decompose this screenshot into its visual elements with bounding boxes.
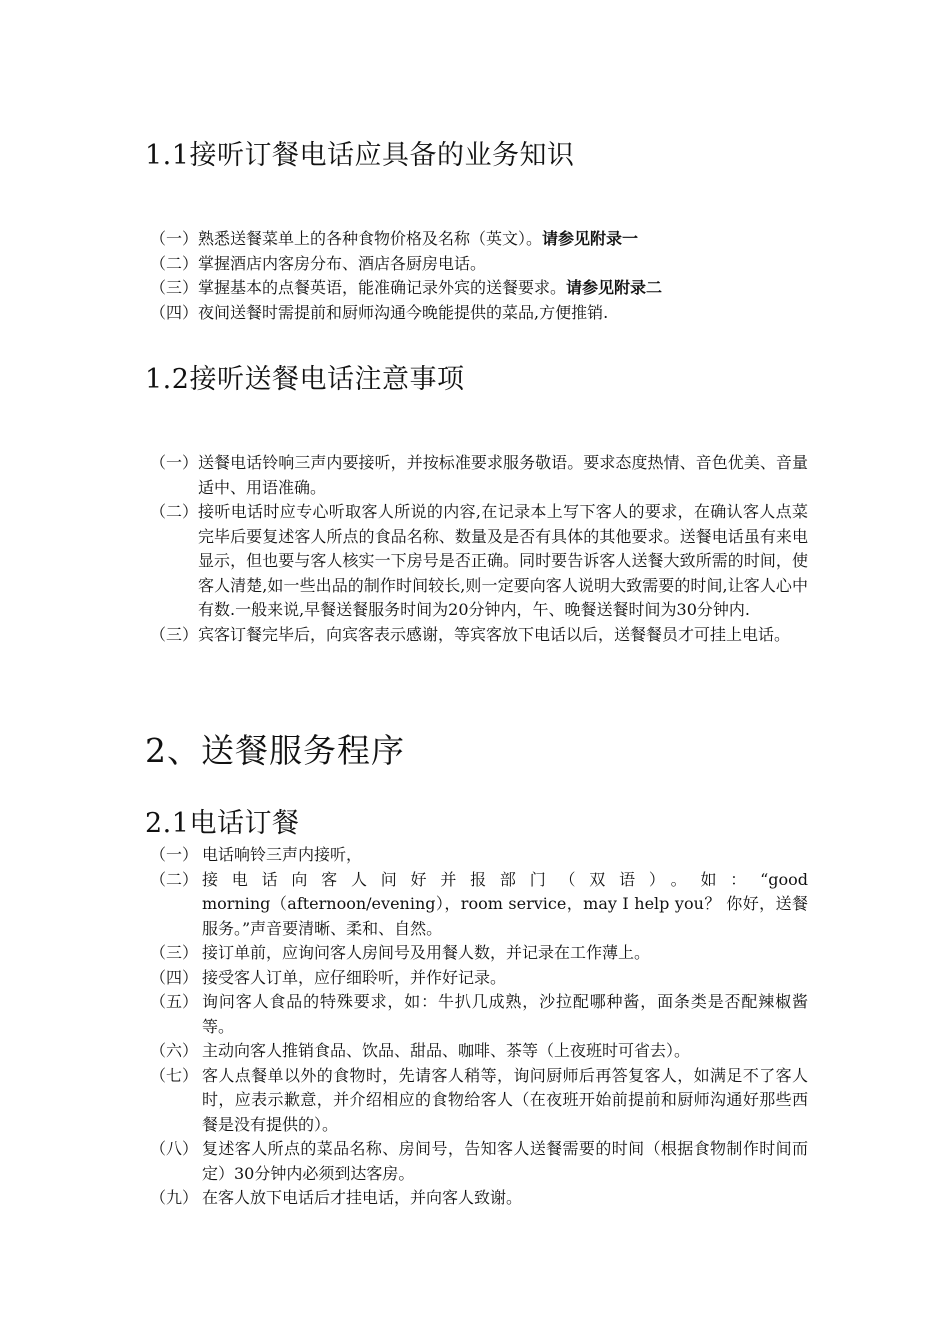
item-text: 接订单前，应询问客人房间号及用餐人数，并记录在工作薄上。	[202, 943, 651, 962]
item-number: （三）	[150, 624, 199, 644]
section-1-1-list	[150, 227, 808, 325]
list-item	[150, 868, 808, 942]
appendix-reference: 请参见附录二	[566, 278, 663, 297]
item-text: 宾客订餐完毕后，向宾客表示感谢，等宾客放下电话以后，送餐餐员才可挂上电话。	[198, 624, 791, 644]
item-text: 熟悉送餐菜单上的各种食物价格及名称（英文）。	[198, 229, 543, 248]
item-text: 复述客人所点的菜品名称、房间号，告知客人送餐需要的时间（根据食物制作时间而定）30分钟内必须到达客房。	[202, 1139, 808, 1183]
item-text: 接听电话时应专心听取客人所说的内容,在记录本上写下客人的要求，在确认客人点菜完毕后要复述客人所点的食品名称、数量及是否有具体的其他要求。送餐电话虽有来电显示，但也要与客人核实一下房号是否正确。同时要告诉客人送餐大致所需的时间，使客人清楚,如一些出品的制作时间较长,则一定要向客人说明大致需要的时间,让客人心中有数.一般来说,早餐送餐服务时间为20分钟内，午、晚餐送餐时间为30分钟内.	[198, 502, 808, 619]
item-text: 掌握酒店内客房分布、酒店各厨房电话。	[198, 253, 487, 273]
item-number: （八）	[150, 1139, 199, 1158]
list-item	[150, 1039, 808, 1064]
item-number: （二）	[150, 502, 199, 521]
section-1-2-heading: 1.2接听送餐电话注意事项	[145, 364, 465, 395]
appendix-reference: 请参见附录一	[542, 229, 639, 248]
section-2-1-list	[150, 843, 808, 1211]
list-item	[150, 1064, 808, 1138]
list-item	[150, 227, 808, 252]
item-number: （七）	[150, 1065, 199, 1085]
item-text-continued: morning（afternoon/evening），room service，may I help you？ 你好，送餐服务。”声音要清晰、柔和、自然。	[202, 894, 808, 938]
item-number: （六）	[150, 1041, 199, 1060]
item-number: （四）	[150, 967, 199, 987]
item-number: （四）	[150, 302, 199, 322]
list-item	[150, 500, 808, 623]
item-text-line-1: 接电话向客人问好并报部门（双语）。如：“good	[202, 869, 808, 889]
item-number: （一）	[150, 845, 199, 864]
item-number: （一）	[150, 229, 199, 248]
item-text: 夜间送餐时需提前和厨师沟通今晚能提供的菜品,方便推销.	[198, 302, 609, 322]
item-number: （二）	[150, 253, 199, 273]
list-item	[150, 966, 808, 991]
list-item	[150, 1137, 808, 1186]
item-number: （一）	[150, 453, 199, 472]
item-text: 电话响铃三声内接听，	[202, 845, 363, 864]
item-number: （九）	[150, 1188, 199, 1207]
item-text: 主动向客人推销食品、饮品、甜品、咖啡、茶等（上夜班时可省去）。	[202, 1041, 691, 1060]
item-number: （二）	[150, 869, 199, 889]
list-item	[150, 276, 808, 301]
list-item	[150, 451, 808, 500]
list-item	[150, 301, 808, 326]
list-item	[150, 990, 808, 1039]
section-2-heading: 2、送餐服务程序	[145, 731, 405, 770]
section-1-1-heading: 1.1接听订餐电话应具备的业务知识	[145, 140, 575, 171]
item-text: 询问客人食品的特殊要求，如：牛扒几成熟，沙拉配哪种酱，面条类是否配辣椒酱等。	[202, 992, 808, 1036]
item-text: 接受客人订单，应仔细聆听，并作好记录。	[202, 967, 507, 987]
item-number: （三）	[150, 943, 199, 962]
list-item	[150, 1186, 808, 1211]
section-1-2-list	[150, 451, 808, 647]
section-2-1-heading: 2.1电话订餐	[145, 808, 300, 839]
item-number: （五）	[150, 992, 199, 1011]
item-text: 掌握基本的点餐英语，能准确记录外宾的送餐要求。	[198, 278, 567, 297]
list-item	[150, 941, 808, 966]
item-text: 送餐电话铃响三声内要接听，并按标准要求服务敬语。要求态度热情、音色优美、音量适中、用语准确。	[198, 453, 808, 497]
list-item	[150, 623, 808, 648]
list-item	[150, 843, 808, 868]
item-text: 客人点餐单以外的食物时，先请客人稍等，询问厨师后再答复客人，如满足不了客人时，应表示歉意，并介绍相应的食物给客人（在夜班开始前提前和厨师沟通好那些西餐是没有提供的）。	[202, 1065, 808, 1134]
item-number: （三）	[150, 278, 199, 297]
item-text: 在客人放下电话后才挂电话，并向客人致谢。	[202, 1188, 523, 1207]
list-item	[150, 252, 808, 277]
